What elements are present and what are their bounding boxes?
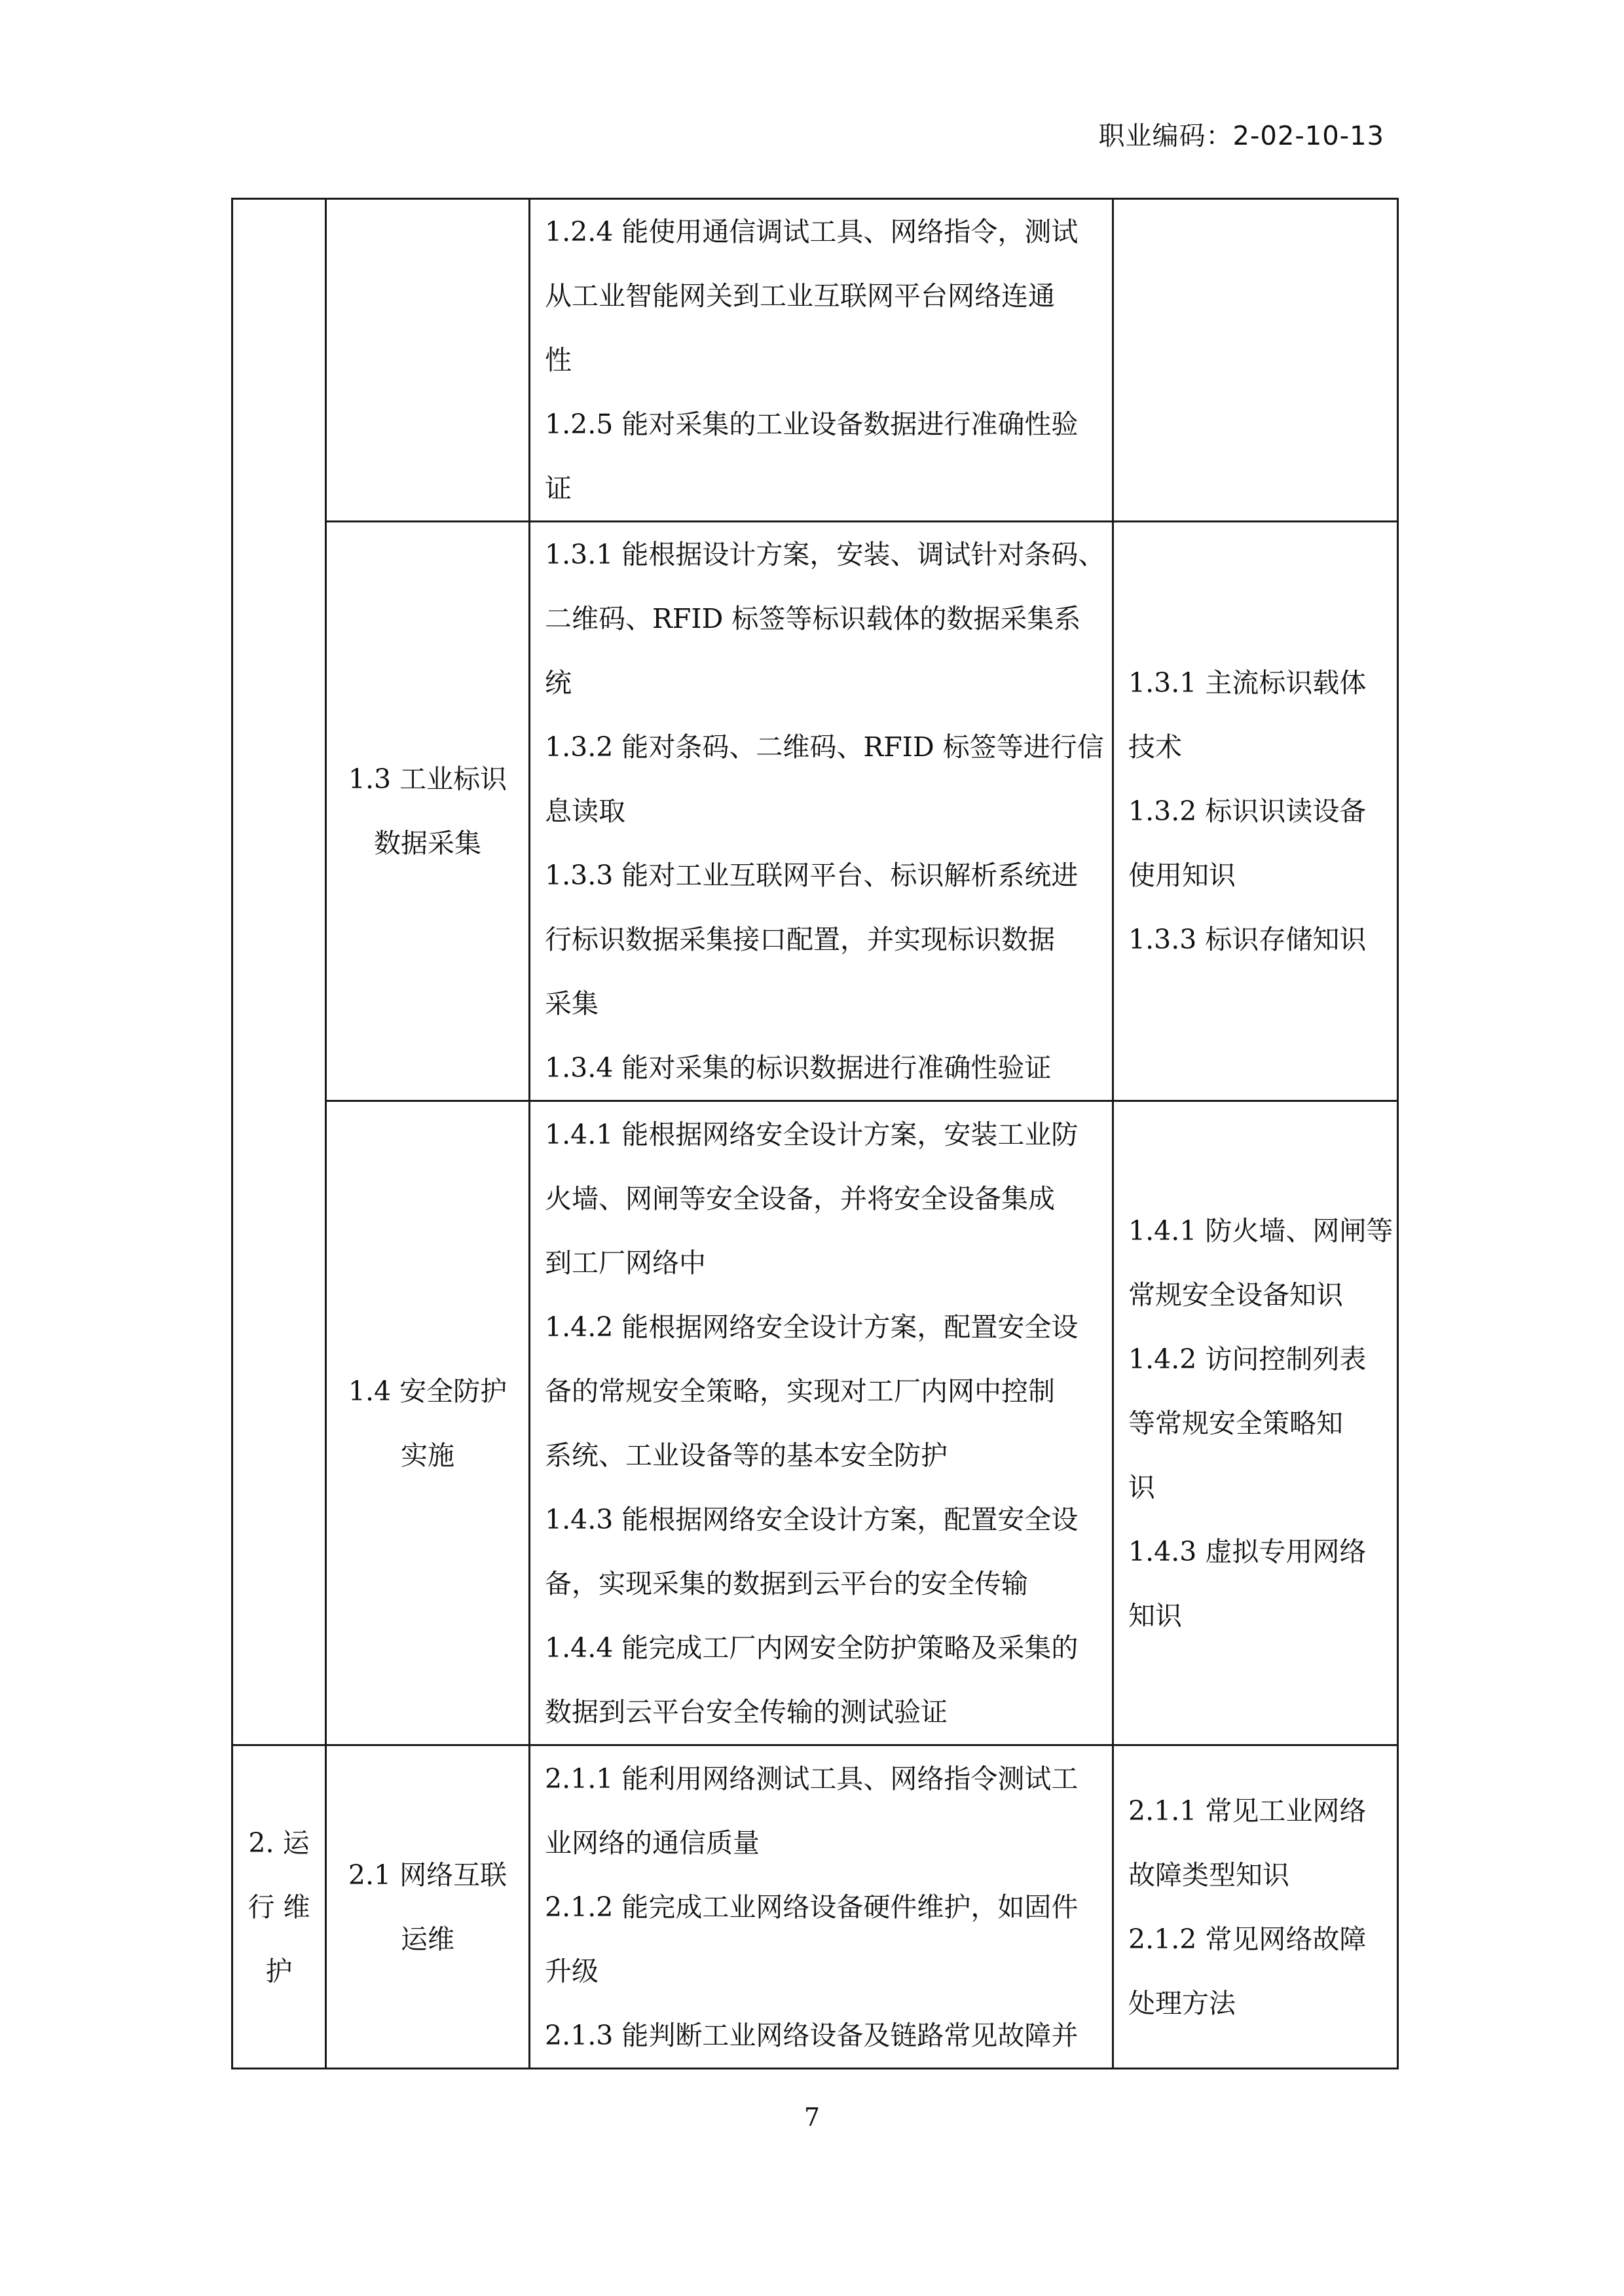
related-knowledge-cell: [1113, 199, 1398, 522]
skill-requirements-cell: [530, 199, 1113, 522]
skill-item: 1.2.5 能对采集的工业设备数据进行准确性验 证: [545, 409, 1079, 504]
skill-item: 2.1.3 能判断工业网络设备及链路常见故障并: [545, 2019, 1079, 2051]
work-content-cell: 1.3 工业标识 数据采集: [326, 522, 530, 1101]
skill-requirements-cell: [530, 1101, 1113, 1745]
table-row: [232, 522, 1398, 1101]
skill-item: 1.4.1 能根据网络安全设计方案，安装工业防 火墙、网闸等安全设备，并将安全设备集成 到工厂网络中: [545, 1118, 1079, 1279]
skill-item: 2.1.2 能完成工业网络设备硬件维护，如固件 升级: [545, 1891, 1079, 1987]
skill-requirements-cell: [530, 522, 1113, 1101]
skill-item: 1.3.2 能对条码、二维码、RFID 标签等进行信 息读取: [545, 731, 1104, 827]
skill-item: 1.3.3 能对工业互联网平台、标识解析系统进 行标识数据采集接口配置，并实现标识数据 采集: [545, 860, 1079, 1019]
occupation-code: 职业编码：2-02-10-13: [1098, 121, 1384, 151]
skill-item: 1.4.3 能根据网络安全设计方案，配置安全设 备，实现采集的数据到云平台的安全传输: [545, 1503, 1079, 1599]
function-cell: [232, 199, 326, 1745]
table-row: [232, 1745, 1398, 2069]
table-row: [232, 199, 1398, 522]
skill-item: 1.4.2 能根据网络安全设计方案，配置安全设 备的常规安全策略，实现对工厂内网中控制 系统、工业设备等的基本安全防护: [545, 1311, 1079, 1471]
page-number: 7: [803, 2103, 821, 2132]
skill-item: 2.1.1 能利用网络测试工具、网络指令测试工 业网络的通信质量: [545, 1762, 1079, 1859]
related-knowledge-cell: 1.4.1 防火墙、网闸等 常规安全设备知识 1.4.2 访问控制列表 等常规安全策略知 识 1.4.3 虚拟专用网络 知识: [1113, 1101, 1398, 1745]
skill-item: 1.4.4 能完成工厂内网安全防护策略及采集的 数据到云平台安全传输的测试验证: [545, 1631, 1079, 1728]
skill-item: 1.3.1 能根据设计方案，安装、调试针对条码、 二维码、RFID 标签等标识载体的数据采集系 统: [545, 539, 1105, 699]
work-content-cell: [326, 199, 530, 522]
skill-item: 1.2.4 能使用通信调试工具、网络指令，测试 从工业智能网关到工业互联网平台网络连通 性: [545, 216, 1079, 376]
skill-item: 1.3.4 能对采集的标识数据进行准确性验证: [545, 1052, 1052, 1084]
work-content-cell: 1.4 安全防护 实施: [326, 1101, 530, 1745]
skill-requirements-table: [231, 198, 1399, 2069]
work-content-cell: 2.1 网络互联 运维: [326, 1745, 530, 2069]
skill-requirements-cell: [530, 1745, 1113, 2069]
table-row: [232, 1101, 1398, 1745]
function-cell: 2. 运 行 维 护: [232, 1745, 326, 2069]
related-knowledge-cell: 1.3.1 主流标识载体 技术 1.3.2 标识识读设备 使用知识 1.3.3 标识存储知识: [1113, 522, 1398, 1101]
related-knowledge-cell: 2.1.1 常见工业网络 故障类型知识 2.1.2 常见网络故障 处理方法: [1113, 1745, 1398, 2069]
